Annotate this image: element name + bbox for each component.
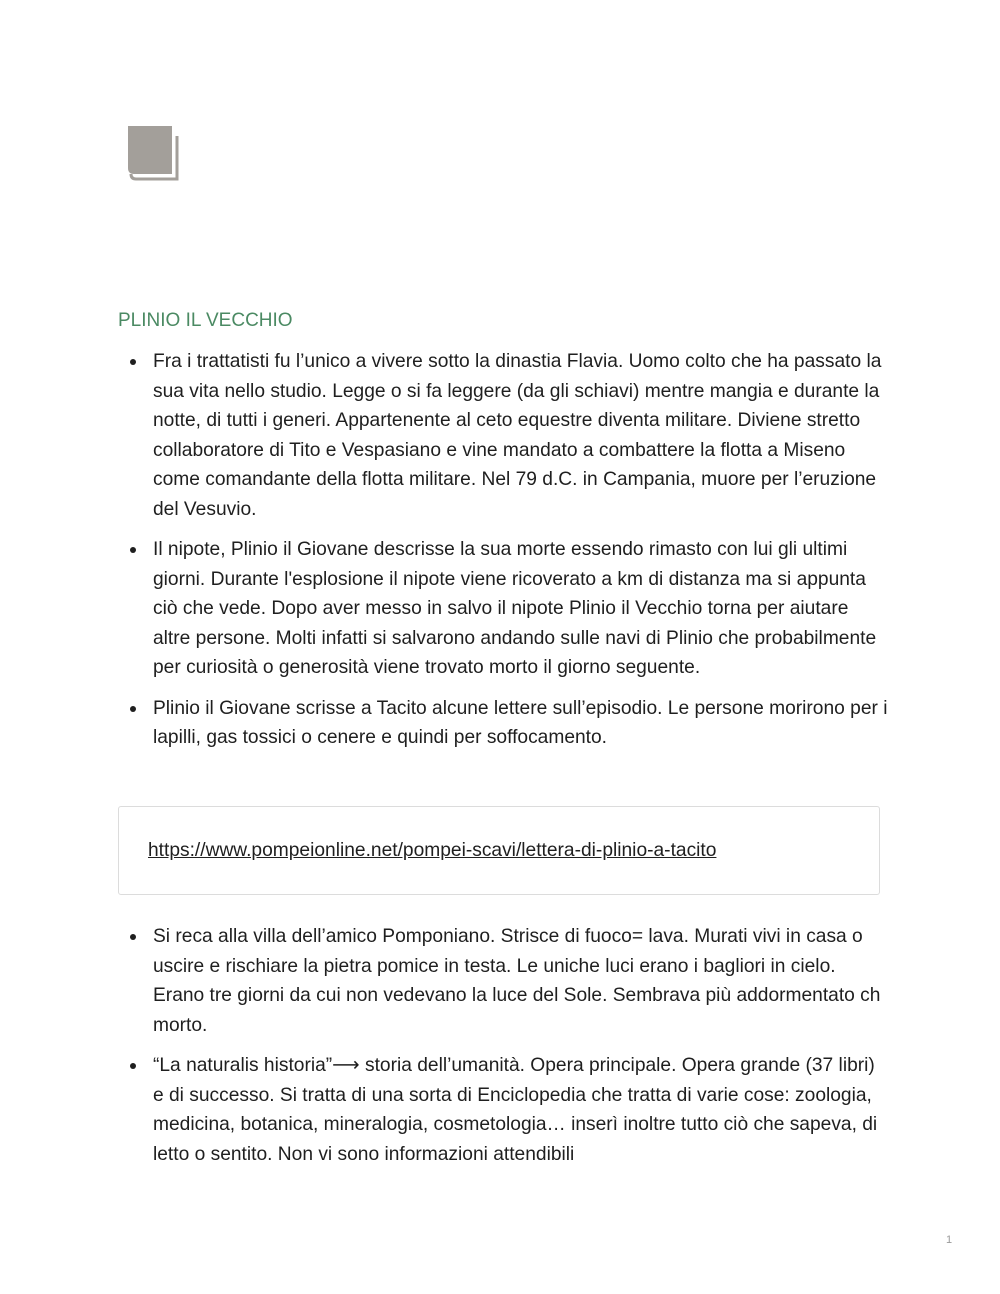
bookmark-box (118, 806, 880, 895)
list-item: Plinio il Giovane scrisse a Tacito alcune lettere sull’episodio. Le persone morirono per i lapilli, gas tossici o cenere e quindi per soffocamento. (118, 694, 888, 753)
bullet-list-bottom (118, 922, 888, 1180)
lettera-link[interactable]: https://www.pompeionline.net/pompei-scavi/lettera-di-plinio-a-tacito (148, 840, 717, 861)
page-icon (128, 126, 179, 181)
list-item: “La naturalis historia”⟶ storia dell’umanità. Opera principale. Opera grande (37 libri) e di successo. Si tratta di una sorta di Enciclopedia che tratta di varie cose: zoologia, medicina, botanica, mineralogia, cosmetologia… inserì inoltre tutto ciò che sapeva, di letto o sentito. Non vi sono informazioni attendibili (118, 1051, 888, 1169)
bullet-list-top (118, 347, 888, 764)
list-item: Fra i trattatisti fu l’unico a vivere sotto la dinastia Flavia. Uomo colto che ha passato la sua vita nello studio. Legge o si fa leggere (da gli schiavi) mentre mangia e durante la notte, di tutti i generi. Appartenente al ceto equestre diventa militare. Diviene stretto collaboratore di Tito e Vespasiano e vine mandato a combattere la flotta a Miseno come comandante della flotta militare. Nel 79 d.C. in Campania, muore per l’eruzione del Vesuvio. (118, 347, 888, 524)
list-item: Il nipote, Plinio il Giovane descrisse la sua morte essendo rimasto con lui gli ultimi giorni. Durante l'esplosione il nipote viene ricoverato a km di distanza ma si appunta ciò che vede. Dopo aver messo in salvo il nipote Plinio il Vecchio torna per aiutare altre persone. Molti infatti si salvarono andando sulle navi di Plinio che probabilmente per curiosità o generosità viene trovato morto il giorno seguente. (118, 535, 888, 683)
section-title: PLINIO IL VECCHIO (118, 310, 293, 331)
list-item: Si reca alla villa dell’amico Pomponiano. Strisce di fuoco= lava. Murati vivi in casa o uscire e rischiare la pietra pomice in testa. Le uniche luci erano i bagliori in cielo. Erano tre giorni da cui non vedevano la luce del Sole. Sembrava più addormentato ch morto. (118, 922, 888, 1040)
page-number: 1 (946, 1234, 953, 1246)
